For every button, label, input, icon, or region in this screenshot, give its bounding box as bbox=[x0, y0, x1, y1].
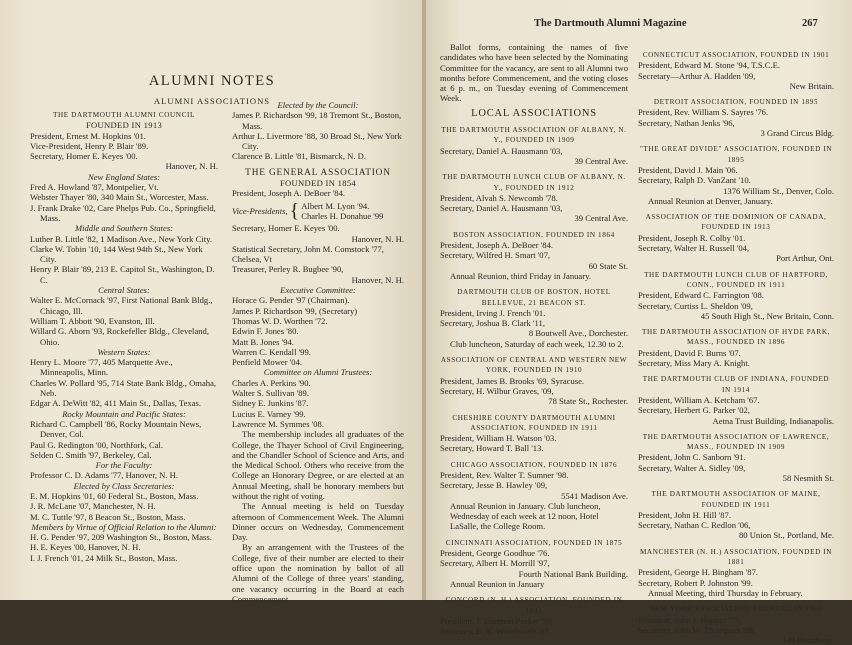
text-line: Secretary—Arthur A. Hadden '09, bbox=[638, 70, 756, 81]
text-line: Luther B. Little '82, 1 Madison Ave., New York City. bbox=[30, 233, 213, 244]
text-line: Secretary, Albert H. Morrill '97, bbox=[440, 558, 550, 569]
text-line: Sidney E. Junkins '87. bbox=[232, 398, 309, 409]
text-line: Walter S. Sullivan '89. bbox=[232, 388, 309, 399]
vice-presidents-label: Vice-Presidents, bbox=[232, 205, 288, 216]
text-line: Secretary, Joshua B. Clark '11, bbox=[440, 318, 545, 329]
text-line: Clarence B. Little '81, Bismarck, N. D. bbox=[232, 151, 367, 162]
text-line: Secretary, Nathan C. Redlon '06, bbox=[638, 520, 751, 531]
text-line: New Britain. bbox=[789, 80, 834, 91]
text-line: M. C. Tuttle '97, 8 Beacon St., Boston, Mass. bbox=[30, 511, 186, 522]
text-line: 3 Grand Circus Bldg. bbox=[760, 128, 834, 139]
text-line: Lawrence M. Symmes '08. bbox=[232, 418, 325, 429]
page-number: 267 bbox=[802, 18, 818, 29]
section-heading: NEW YORK ASSOCIATION, FOUNDED IN 1866 bbox=[649, 605, 823, 614]
text-line: Vice-President, Henry P. Blair '89. bbox=[30, 140, 149, 151]
text-line: Annual Reunion in January bbox=[450, 578, 545, 589]
text-line: Webster Thayer '80, 340 Main St., Worcester, Mass. bbox=[30, 192, 209, 203]
text-line: Warren C. Kendall '99. bbox=[232, 346, 311, 357]
text-line: President, David F. Burns '07. bbox=[638, 347, 741, 358]
text-line: President, Irving J. French '01. bbox=[440, 307, 546, 318]
text-line: 58 Nesmith St. bbox=[782, 472, 834, 483]
text-line: Annual Reunion, third Friday in January. bbox=[450, 270, 591, 281]
text-line: Secretary, Homer E. Keyes '00. bbox=[232, 223, 340, 234]
text-line: Penfield Mower '04. bbox=[232, 357, 303, 368]
text-line: Charles W. Pollard '95, 714 State Bank Bldg., Omaha, Neb. bbox=[30, 377, 217, 399]
text-line: Thomas W. D. Worthen '72. bbox=[232, 315, 328, 326]
paragraph: By an arrangement with the Trustees of the College, five of their number are elected to their office upon the nomination by ballot of all Alumni of the College of three years' standing, one vacancy occurring in the Board at each Commencement. bbox=[232, 542, 404, 604]
left-column-1 bbox=[30, 104, 218, 563]
text-line: President, George H. Bingham '87. bbox=[638, 567, 759, 578]
text-line: E. M. Hopkins '01, 60 Federal St., Boston, Mass. bbox=[30, 490, 199, 501]
section-heading: "THE GREAT DIVIDE" ASSOCIATION, FOUNDED IN 1895 bbox=[639, 145, 833, 164]
section-heading: THE DARTMOUTH ALUMNI COUNCIL bbox=[53, 111, 195, 119]
text-line: Secretary, Homer E. Keyes '00. bbox=[30, 151, 138, 162]
text-line: Secretary, Daniel A. Hausmann '03, bbox=[440, 203, 563, 214]
text-line: Secretary, Curtiss L. Sheldon '09, bbox=[638, 300, 753, 311]
text-line: Edwin F. Jones '80. bbox=[232, 326, 299, 337]
text-line: Executive Committee: bbox=[280, 285, 356, 296]
section-heading: ASSOCIATION OF THE DOMINION OF CANADA, FOUNDED IN 1913 bbox=[645, 213, 827, 232]
text-line: Secretary, Miss Mary A. Knight. bbox=[638, 358, 750, 369]
text-line: Secretary, Ralph D. VanZant '10. bbox=[638, 175, 751, 186]
text-line: Paul G. Redington '00, Northfork, Cal. bbox=[30, 439, 164, 450]
text-line: Secretary, Wilfred H. Smart '07, bbox=[440, 250, 551, 261]
section-heading: MANCHESTER (N. H.) ASSOCIATION, FOUNDED IN 1881 bbox=[639, 547, 833, 567]
section-heading: THE DARTMOUTH ASSOCIATION OF LAWRENCE, MASS., FOUNDED IN 1909 bbox=[642, 432, 830, 452]
text-line: Hanover, N. H. bbox=[165, 161, 218, 172]
brace-glyph: { bbox=[289, 199, 300, 222]
text-line: New England States: bbox=[87, 171, 161, 182]
vice-president-name: Albert M. Lyon '94. bbox=[301, 200, 370, 211]
text-line: Secretary, Walter A. Sidley '09, bbox=[638, 462, 746, 473]
text-line: Edgar A. DeWitt '82, 411 Main St., Dallas, Texas. bbox=[30, 398, 202, 409]
text-line: Rocky Mountain and Pacific States: bbox=[62, 408, 186, 419]
text-line: Arthur L. Livermore '88, 30 Broad St., New York City. bbox=[232, 130, 402, 152]
text-line: Richard C. Campbell '86, Rocky Mountain News, Denver, Col. bbox=[30, 418, 202, 440]
text-line: J. R. McLane '07, Manchester, N. H. bbox=[30, 501, 156, 512]
text-line: 1376 William St., Denver, Colo. bbox=[723, 185, 834, 196]
text-line: President, James B. Brooks '69, Syracuse. bbox=[440, 375, 585, 386]
text-line: Secretary, Walter H. Russell '04, bbox=[638, 243, 750, 254]
text-line: 45 South High St., New Britain, Conn. bbox=[700, 310, 834, 321]
text-line: I. J. French '01, 24 Milk St., Boston, Mass. bbox=[30, 552, 178, 563]
text-line: Henry P. Blair '89, 213 E. Capitol St., Washington, D. C. bbox=[30, 264, 215, 285]
text-line: FOUNDED IN 1854 bbox=[279, 178, 357, 189]
text-line: President, J. Eastman Pecker '58. bbox=[440, 615, 554, 626]
text-line: Committee on Alumni Trustees: bbox=[263, 367, 373, 378]
text-line: Secretary, Nathan Jenks '96, bbox=[638, 117, 735, 128]
text-line: Club luncheon, Saturday of each week, 12.30 to 2. bbox=[450, 338, 624, 349]
text-line: 78 State St., Rochester. bbox=[548, 396, 628, 407]
text-line: Hanover, N. H. bbox=[351, 274, 404, 285]
text-line: Hanover, N. H. bbox=[351, 233, 404, 244]
section-heading: CHICAGO ASSOCIATION, FOUNDED IN 1876 bbox=[450, 460, 618, 469]
text-line: Fred A. Howland '87, Montpelier, Vt. bbox=[30, 182, 159, 193]
section-heading: THE DARTMOUTH ASSOCIATION OF HYDE PARK, MASS., FOUNDED IN 1896 bbox=[641, 328, 831, 347]
section-heading: CONNECTICUT ASSOCIATION, FOUNDED IN 1901 bbox=[642, 51, 830, 59]
text-line: 8 Boutwell Ave., Dorchester. bbox=[528, 328, 628, 339]
right-page bbox=[426, 0, 852, 645]
text-line: Secretary, Jesse B. Hawley '09, bbox=[440, 480, 548, 491]
text-line: President, William H. Watson '03. bbox=[440, 433, 557, 444]
section-heading: CHESHIRE COUNTY DARTMOUTH ALUMNI ASSOCIATION, FOUNDED IN 1911 bbox=[452, 413, 616, 432]
text-line: President, Rev. Walter T. Sumner '98. bbox=[440, 469, 569, 480]
section-heading: ASSOCIATION OF CENTRAL AND WESTERN NEW YORK, FOUNDED IN 1910 bbox=[440, 356, 628, 375]
text-line: Clarke W. Tobin '10, 144 West 94th St., New York City. bbox=[30, 243, 203, 265]
text-line: Treasurer, Perley R. Bugbee '90, bbox=[232, 264, 344, 275]
text-line: Horace G. Pender '97 (Chairman). bbox=[232, 295, 350, 306]
text-line: 39 Central Ave. bbox=[574, 213, 628, 224]
text-line: Secretary, Howard T. Ball '13. bbox=[440, 443, 544, 454]
text-line: Western States: bbox=[97, 346, 151, 357]
text-line: James P. Richardson '99, (Secretary) bbox=[232, 305, 358, 316]
text-line: Secretary, Herbert G. Parker '02, bbox=[638, 405, 750, 416]
vice-presidents-names bbox=[301, 201, 383, 222]
text-line: Annual Reunion in January. Club luncheon, Wednesday of each week at 12 noon, Hotel LaSalle, the College Room. bbox=[450, 500, 601, 532]
section-heading: CONCORD (N. H.) ASSOCIATION, FOUNDED IN 1891 bbox=[445, 596, 623, 615]
text-line: Elected by Class Secretaries: bbox=[73, 480, 175, 491]
text-line: President, Joseph A. DeBoer '84. bbox=[440, 240, 554, 251]
text-line: Middle and Southern States: bbox=[74, 223, 174, 234]
left-page bbox=[0, 0, 424, 604]
section-heading: THE DARTMOUTH ASSOCIATION OF ALBANY, N. Y., FOUNDED IN 1909 bbox=[441, 126, 627, 145]
section-heading: THE DARTMOUTH LUNCH CLUB OF HARTFORD, CONN., FOUNDED IN 1911 bbox=[644, 270, 828, 289]
paragraph: Ballot forms, containing the names of five candidates who have been selected by the Nominating Committee for the vacancy, are sent to all Alumni two months before Commencement, and the voting closes at 6 p. m., on Tuesday evening of Commencement Week. bbox=[440, 42, 628, 104]
text-line: Secretary, E. K. Woodworth '97. bbox=[440, 626, 551, 637]
text-line: William T. Abbott '90, Evanston, Ill. bbox=[30, 315, 155, 326]
section-heading: BOSTON ASSOCIATION, FOUNDED IN 1864 bbox=[453, 230, 615, 239]
text-line: Charles A. Perkins '90. bbox=[232, 377, 311, 388]
paragraph: The membership includes all graduates of the College, the Thayer School of Civil Engineering, and the Chandler School of Science and Arts, and the Medical School. Others who receive from the College an Honorary Degree, or are elected at an Annual Meeting, shall be honorary members but without the right of voting. bbox=[232, 429, 404, 501]
text-line: Selden C. Smith '97, Berkeley, Cal. bbox=[30, 449, 152, 460]
text-line: President, Ernest M. Hopkins '01. bbox=[30, 130, 146, 141]
text-line: President, David J. Main '06. bbox=[638, 164, 738, 175]
text-line: Willard G. Aborn '93, Rockefeller Bldg., Cleveland, Ohio. bbox=[30, 326, 210, 347]
text-line: Walter E. McCornack '97, First National Bank Bldg., Chicago, Ill. bbox=[30, 295, 213, 316]
text-line: Members by Virtue of Official Relation to the Alumni: bbox=[31, 521, 217, 532]
text-line: Matt B. Jones '94. bbox=[232, 336, 294, 347]
text-line: 149 Broadway. bbox=[782, 635, 834, 645]
section-heading: DETROIT ASSOCIATION, FOUNDED IN 1895 bbox=[653, 98, 819, 107]
text-line: James P. Richardson '99, 18 Tremont St., Boston, Mass. bbox=[232, 110, 402, 131]
text-line: For the Faculty: bbox=[95, 460, 153, 471]
alumni-associations-subtitle: ALUMNI ASSOCIATIONS bbox=[153, 96, 271, 106]
text-line: H. G. Pender '97, 209 Washington St., Boston, Mass. bbox=[30, 532, 212, 543]
paragraph: The Annual meeting is held on Tuesday afternoon of Commencement Week. The Alumni Dinner occurs on Wednesday, Commencement Day. bbox=[232, 501, 404, 543]
text-line: President, George Goodhue '76. bbox=[440, 548, 550, 559]
text-line: President, Edward M. Stone '94, T.S.C.E. bbox=[638, 60, 781, 71]
text-line: Secretary, Robert P. Johnston '99. bbox=[638, 577, 753, 588]
text-line: Elected by the Council: bbox=[277, 100, 359, 110]
text-line: President, John H. Hill '87. bbox=[638, 509, 731, 520]
text-line: Port Arthur, Ont. bbox=[776, 253, 834, 264]
text-line: President, Joseph R. Colby '01. bbox=[638, 232, 746, 243]
text-line: 39 Central Ave. bbox=[574, 155, 628, 166]
text-line: H. E. Keyes '00, Hanover, N. H. bbox=[30, 542, 141, 553]
text-line: Secretary, John W. Thompson '08, bbox=[638, 624, 756, 635]
text-line: 60 State St. bbox=[588, 260, 628, 271]
vice-presidents bbox=[232, 201, 404, 222]
text-line: Professor C. D. Adams '77, Hanover, N. H. bbox=[30, 470, 178, 481]
text-line: Lucius E. Varney '99. bbox=[232, 408, 306, 419]
text-line: Annual Reunion at Denver, January. bbox=[648, 195, 773, 206]
text-line: J. Frank Drake '02, Care Phelps Pub. Co., Springfield, Mass. bbox=[30, 202, 216, 223]
text-line: Fourth National Bank Building. bbox=[518, 568, 628, 579]
text-line: President, Edward C. Farrington '08. bbox=[638, 290, 764, 301]
section-heading: THE DARTMOUTH ASSOCIATION OF MAINE, FOUNDED IN 1911 bbox=[651, 490, 821, 509]
text-line: President, Alvah S. Newcomb '78. bbox=[440, 192, 558, 203]
running-head: The Dartmouth Alumni Magazine bbox=[534, 18, 687, 29]
text-line: President, Joseph A. DeBoer '84. bbox=[232, 188, 346, 199]
text-line: 5541 Madison Ave. bbox=[561, 490, 628, 501]
text-line: Henry L. Moore '77, 405 Marquette Ave., Minneapolis, Minn. bbox=[30, 357, 173, 378]
text-line: President, John J. Hopper '77. bbox=[638, 614, 741, 625]
left-column-2 bbox=[232, 100, 404, 604]
section-heading: THE GENERAL ASSOCIATION bbox=[245, 167, 391, 178]
section-heading: CINCINNATI ASSOCIATION, FOUNDED IN 1875 bbox=[445, 538, 623, 547]
text-line: Secretary, Daniel A. Hausmann '03, bbox=[440, 145, 563, 156]
text-line: Aetna Trust Building, Indianapolis. bbox=[712, 415, 834, 426]
text-line: LOCAL ASSOCIATIONS bbox=[471, 107, 597, 119]
text-line: President, Rev. William S. Sayres '76. bbox=[638, 107, 769, 118]
text-line: Central States: bbox=[98, 285, 150, 296]
section-heading: THE DARTMOUTH CLUB OF INDIANA, FOUNDED IN 1914 bbox=[642, 375, 830, 394]
text-line: President, William A. Ketcham '67. bbox=[638, 394, 760, 405]
text-line: Secretary, H. Wilbur Graves, '09, bbox=[440, 385, 554, 396]
section-heading: THE DARTMOUTH LUNCH CLUB OF ALBANY, N. Y., FOUNDED IN 1912 bbox=[442, 173, 626, 192]
right-column-2 bbox=[638, 44, 834, 645]
alumni-notes-title: ALUMNI NOTES bbox=[148, 73, 276, 89]
text-line: FOUNDED IN 1913 bbox=[85, 120, 163, 131]
text-line: President, John C. Sanborn '91. bbox=[638, 452, 746, 463]
right-column-1 bbox=[440, 42, 628, 636]
text-line: 80 Union St., Portland, Me. bbox=[738, 530, 834, 541]
text-line: Annual Meeting, third Thursday in February. bbox=[648, 587, 803, 598]
section-heading: DARTMOUTH CLUB OF BOSTON, HOTEL BELLEVUE, 21 BEACON ST. bbox=[457, 288, 611, 307]
text-line: Statistical Secretary, John M. Comstock '77, Chelsea, Vt bbox=[232, 243, 384, 265]
vice-president-name: Charles H. Donahue '99 bbox=[301, 210, 384, 221]
